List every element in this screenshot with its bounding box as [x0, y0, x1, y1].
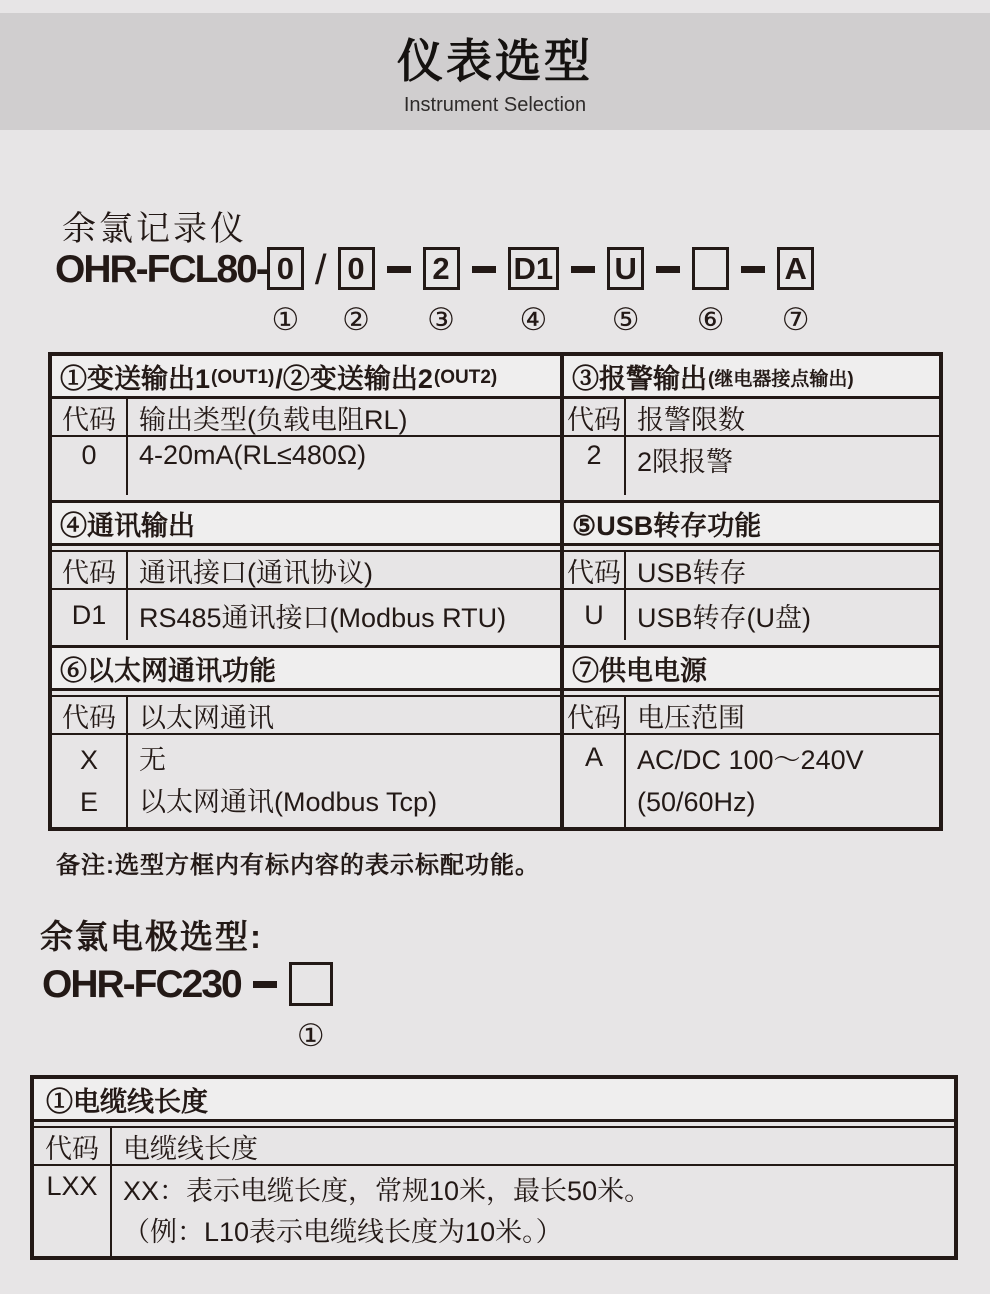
table-row — [564, 552, 939, 590]
column-label-cell: 通讯接口(通讯协议) — [139, 557, 373, 588]
code-header-cell: 代码 — [34, 1128, 112, 1164]
cable-rows — [34, 1126, 954, 1256]
spec-table — [48, 352, 943, 831]
dash-separator — [656, 266, 680, 273]
code-header-cell: 代码 — [564, 399, 626, 435]
desc-value: XX：表示电缆长度，常规10米，最长50米。 — [123, 1175, 652, 1206]
dash-separator — [741, 266, 765, 273]
dash-separator — [253, 981, 277, 988]
model-slot-3 — [423, 247, 460, 337]
section-header-alarm-output — [564, 356, 939, 399]
code-header-cell: 代码 — [52, 399, 128, 435]
alarm-output-rows — [564, 399, 939, 495]
power-rows — [564, 695, 939, 827]
code-header-cell: 代码 — [564, 552, 626, 588]
table-row — [564, 735, 939, 827]
code-header-cell: 代码 — [52, 697, 128, 733]
column-label-cell: 以太网通讯 — [139, 702, 274, 733]
recorder-product-name: 余氯记录仪 — [62, 210, 247, 248]
table-row — [34, 1166, 954, 1256]
table-row — [564, 437, 939, 495]
recorder-model-prefix: OHR-FCL80- — [55, 248, 267, 291]
model-slot-5 — [607, 247, 644, 337]
section-header-text: ⑦供电电源 — [572, 655, 707, 686]
note-text: 备注:选型方框内有标内容的表示标配功能。 — [56, 852, 540, 879]
circled-num-4: ④ — [519, 302, 548, 337]
section-header-transmit-output — [52, 356, 560, 399]
code-value-cell: A — [564, 735, 626, 827]
desc-value: 无 — [139, 745, 166, 775]
comm-output-rows — [52, 550, 560, 640]
circled-num-1: ① — [296, 1018, 325, 1053]
circled-num-7: ⑦ — [781, 302, 810, 337]
circled-num-1: ① — [271, 302, 300, 337]
desc-value-cell: 2限报警 — [637, 447, 734, 477]
electrode-model-line — [42, 962, 333, 1053]
code-value: X — [79, 745, 98, 775]
spec-table-left-column — [52, 356, 564, 827]
code-box-7: A — [777, 247, 814, 290]
dash-separator — [387, 266, 411, 273]
code-box-5: U — [607, 247, 644, 290]
table-row — [52, 590, 560, 640]
title-band — [0, 13, 990, 130]
desc-value-cell: RS485通讯接口(Modbus RTU) — [139, 602, 507, 633]
cable-table — [30, 1075, 958, 1260]
transmit-output-rows — [52, 399, 560, 495]
section-header-text: /②变送输出2 — [275, 363, 433, 394]
electrode-code-box-empty — [289, 962, 333, 1006]
circled-num-3: ③ — [427, 302, 455, 337]
electrode-heading: 余氯电极选型: — [40, 918, 263, 955]
code-value: E — [79, 787, 98, 817]
table-row — [564, 590, 939, 640]
column-label-cell: 电压范围 — [637, 702, 745, 733]
recorder-model-line — [55, 247, 814, 337]
section-header-small-text: (继电器接点输出) — [708, 369, 854, 390]
section-header-text: ①电缆线长度 — [46, 1086, 208, 1117]
section-header-small-text: (OUT2) — [433, 366, 498, 388]
code-header-cell: 代码 — [564, 697, 626, 733]
section-header-usb — [564, 500, 939, 546]
column-label-cell: 报警限数 — [637, 404, 745, 435]
circled-num-6: ⑥ — [696, 302, 725, 337]
desc-value: (50/60Hz) — [637, 787, 756, 817]
page-subtitle: Instrument Selection — [403, 94, 587, 116]
table-row — [52, 437, 560, 495]
electrode-model-prefix: OHR-FC230 — [42, 963, 241, 1006]
code-value-cell: 2 — [564, 437, 626, 495]
code-box-4: D1 — [508, 247, 560, 290]
dash-separator — [472, 266, 496, 273]
code-value-cell: D1 — [52, 590, 128, 640]
code-value-cell: 0 — [52, 437, 128, 495]
model-slot-6 — [692, 247, 729, 337]
electrode-slot-1 — [289, 962, 333, 1053]
model-slot-7 — [777, 247, 814, 337]
spec-table-right-column — [564, 356, 939, 827]
column-label-cell: 电缆线长度 — [123, 1133, 258, 1164]
table-row — [52, 552, 560, 590]
desc-value-cell — [112, 1166, 954, 1256]
section-header-text: ⑤USB转存功能 — [572, 510, 762, 541]
code-box-2: 0 — [338, 247, 375, 290]
section-header-text: ④通讯输出 — [60, 510, 195, 541]
section-header-cable-length — [34, 1079, 954, 1122]
table-row — [52, 697, 560, 735]
section-header-comm-output — [52, 500, 560, 546]
code-box-6-empty — [692, 247, 729, 290]
table-row — [564, 399, 939, 437]
circled-num-5: ⑤ — [611, 302, 640, 337]
page-title: 仪表选型 — [397, 35, 593, 87]
model-slot-1 — [267, 247, 304, 337]
section-header-small-text: (OUT1) — [211, 366, 275, 388]
ethernet-rows — [52, 695, 560, 827]
table-row — [564, 697, 939, 735]
desc-value: （例：L10表示电缆线长度为10米。） — [123, 1216, 563, 1247]
section-header-text: ⑥以太网通讯功能 — [60, 655, 276, 686]
code-header-cell: 代码 — [52, 552, 128, 588]
usb-rows — [564, 550, 939, 640]
table-row — [52, 399, 560, 437]
section-header-text: ①变送输出1 — [60, 363, 211, 394]
model-slot-4 — [508, 247, 560, 337]
table-row — [52, 735, 560, 827]
circled-num-2: ② — [342, 302, 370, 337]
code-value-cell: LXX — [34, 1166, 112, 1256]
desc-value-cell: 4-20mA(RL≤480Ω) — [139, 440, 367, 470]
desc-value-cell — [128, 735, 560, 827]
section-header-ethernet — [52, 645, 560, 691]
section-header-power — [564, 645, 939, 691]
desc-value: AC/DC 100～240V — [637, 745, 864, 775]
dash-separator — [571, 266, 595, 273]
slash-separator: / — [314, 246, 327, 293]
code-box-1: 0 — [267, 247, 304, 290]
code-value-cell — [52, 735, 128, 827]
table-row — [34, 1128, 954, 1166]
code-value-cell: U — [564, 590, 626, 640]
column-label-cell: USB转存 — [637, 557, 747, 588]
column-label-cell: 输出类型(负载电阻RL) — [139, 404, 408, 435]
code-box-3: 2 — [423, 247, 460, 290]
section-header-text: ③报警输出 — [572, 363, 707, 394]
desc-value-cell: USB转存(U盘) — [637, 602, 811, 633]
desc-value: 以太网通讯(Modbus Tcp) — [139, 787, 438, 817]
desc-value-cell — [626, 735, 939, 827]
model-slot-2 — [338, 247, 375, 337]
